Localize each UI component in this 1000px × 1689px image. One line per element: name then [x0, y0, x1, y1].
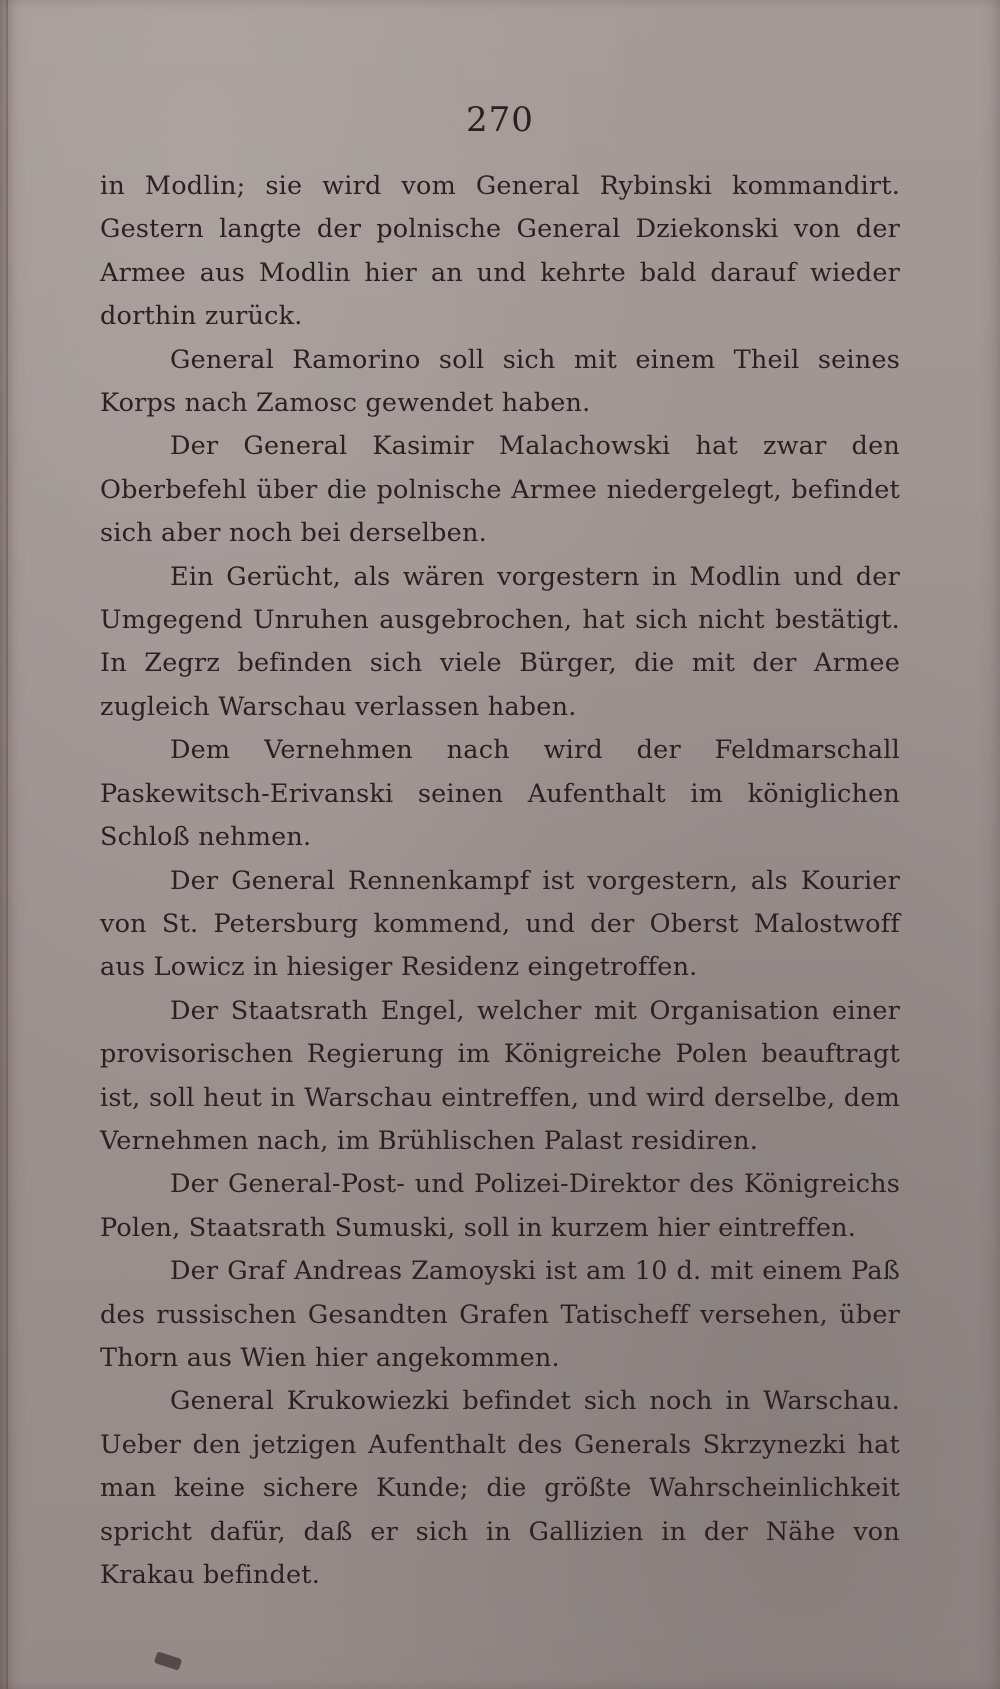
- paragraph: General Ramorino soll sich mit einem Theil seines Korps nach Zamosc gewendet haben.: [100, 344, 900, 419]
- paragraph: Der Staatsrath Engel, welcher mit Organisation einer provisorischen Regierung im Königreiche Polen beauftragt ist, soll heut in Warschau eintreffen, und wird derselbe, dem Vernehmen nach, im Brühlischen Palast residiren.: [100, 995, 900, 1156]
- paragraph: Der General-Post- und Polizei-Direktor des Königreichs Polen, Staatsrath Sumuski, soll in kurzem hier eintreffen.: [100, 1169, 900, 1243]
- paragraph: Dem Vernehmen nach wird der Feldmarschall Paskewitsch-Erivanski seinen Aufenthalt im königlichen Schloß nehmen.: [100, 735, 900, 853]
- paragraph: Der General Kasimir Malachowski hat zwar den Oberbefehl über die polnische Armee niedergelegt, befindet sich aber noch bei derselben.: [100, 431, 900, 549]
- page-number: 270: [466, 100, 534, 140]
- paragraph: in Modlin; sie wird vom General Rybinski kommandirt. Gestern langte der polnische General Dziekonski von der Armee aus Modlin hier an und kehrte bald darauf wieder dorthin zurück.: [100, 171, 900, 332]
- paragraph: Der General Rennenkampf ist vorgestern, als Kourier von St. Petersburg kommend, und der Oberst Malostwoff aus Lowicz in hiesiger Residenz eingetroffen.: [100, 865, 900, 983]
- paragraph: Der Graf Andreas Zamoyski ist am 10 d. mit einem Paß des russischen Gesandten Grafen Tatischeff versehen, über Thorn aus Wien hier angekommen.: [100, 1256, 900, 1373]
- ink-smudge: [154, 1651, 182, 1670]
- paragraph: General Krukowiezki befindet sich noch in Warschau. Ueber den jetzigen Aufenthalt des Generals Skrzynezki hat man keine sichere Kunde; die größte Wahrscheinlichkeit spricht dafür, daß er sich in Gallizien in der Nähe von Krakau befindet.: [100, 1386, 900, 1590]
- body-text: [100, 165, 900, 1597]
- page-edge-shadow: [6, 0, 8, 1689]
- paragraph: Ein Gerücht, als wären vorgestern in Modlin und der Umgegend Unruhen ausgebrochen, hat sich nicht bestätigt. In Zegrz befinden sich viele Bürger, die mit der Armee zugleich Warschau verlassen haben.: [100, 561, 900, 722]
